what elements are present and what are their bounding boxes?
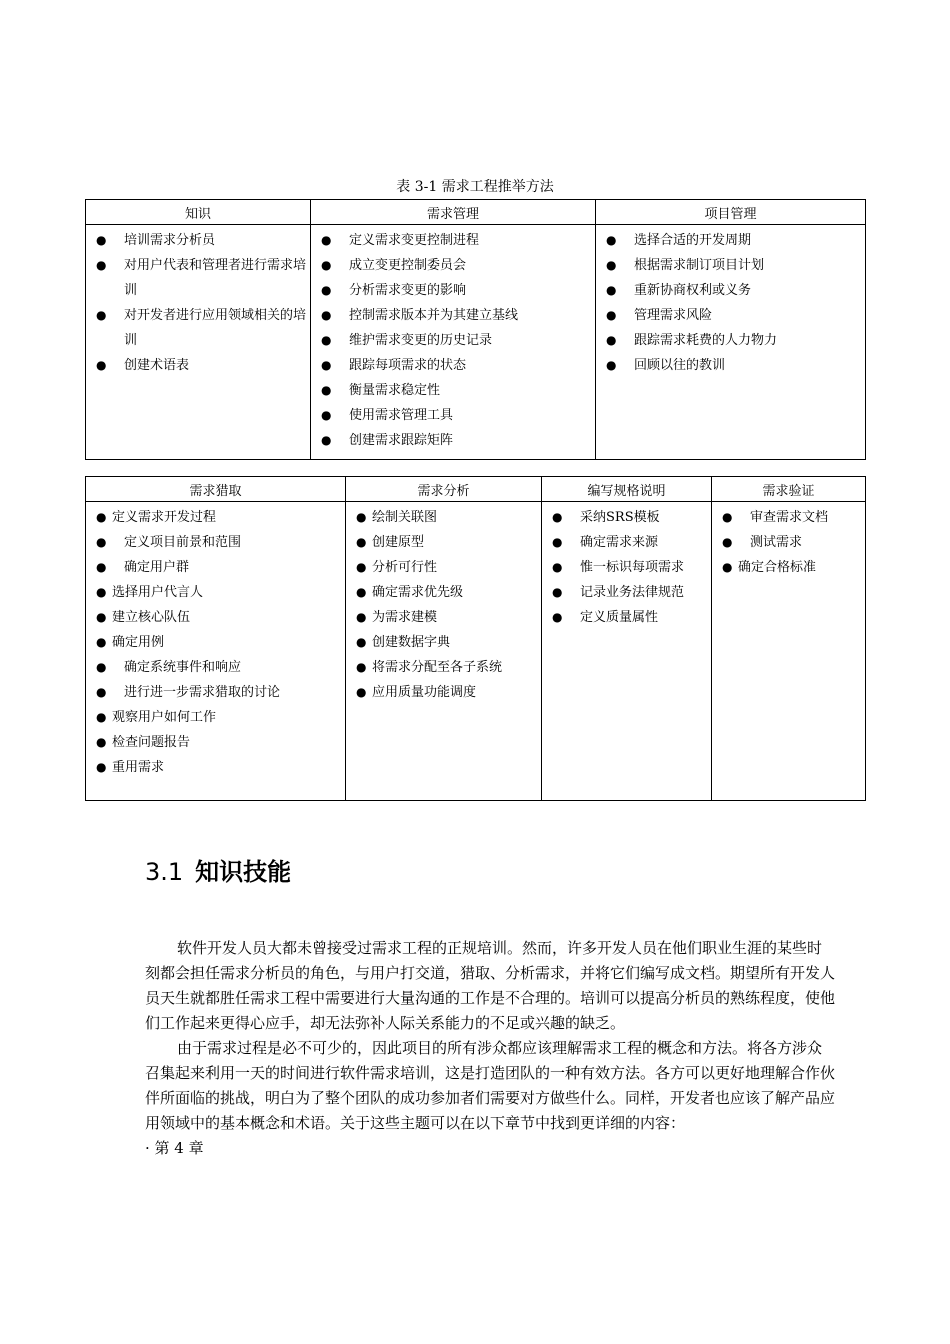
section-number: 3.1 [145, 858, 184, 886]
list-item: ● 检查问题报告 [90, 730, 341, 755]
list-item: ● 定义需求开发过程 [90, 505, 341, 530]
list-item: ● 选择合适的开发周期 [600, 228, 861, 253]
list-item: ● 为需求建模 [350, 605, 537, 630]
list-item: ● 根据需求制订项目计划 [600, 253, 861, 278]
list-item: ● 成立变更控制委员会 [315, 253, 591, 278]
table2-cell-elicitation [86, 502, 346, 801]
list-item: ● 记录业务法律规范 [546, 580, 707, 605]
list-item: ● 采纳SRS模板 [546, 505, 707, 530]
list-item: ● 确定用户群 [90, 555, 341, 580]
table1-cell-knowledge [86, 225, 311, 460]
table2-header-validation: 需求验证 [712, 477, 866, 502]
list-item: ● 测试需求 [716, 530, 861, 555]
project-management-list [600, 228, 861, 378]
list-item: ● 管理需求风险 [600, 303, 861, 328]
list-item: ● 分析需求变更的影响 [315, 278, 591, 303]
section-heading [145, 852, 291, 887]
methods-table-2 [85, 476, 866, 801]
list-item: ● 回顾以往的教训 [600, 353, 861, 378]
list-item: ● 对开发者进行应用领域相关的培训 [90, 303, 306, 353]
list-item: ● 衡量需求稳定性 [315, 378, 591, 403]
elicitation-list [90, 505, 341, 780]
list-item: ● 跟踪每项需求的状态 [315, 353, 591, 378]
table1-header-project-management: 项目管理 [596, 200, 866, 225]
table2-cell-specification [542, 502, 712, 801]
table2-header-elicitation: 需求猎取 [86, 477, 346, 502]
list-item: ● 创建需求跟踪矩阵 [315, 428, 591, 453]
table1-cell-req-management [311, 225, 596, 460]
list-item: ● 确定需求优先级 [350, 580, 537, 605]
list-item: ● 使用需求管理工具 [315, 403, 591, 428]
list-item: ● 跟踪需求耗费的人力物力 [600, 328, 861, 353]
methods-table-1 [85, 199, 866, 460]
validation-list [716, 505, 861, 580]
table-caption: 表 3-1 需求工程推举方法 [396, 179, 554, 195]
list-item: ● 定义质量属性 [546, 605, 707, 630]
table1-header-req-management: 需求管理 [311, 200, 596, 225]
list-item: ● 创建数据字典 [350, 630, 537, 655]
list-item: ● 创建原型 [350, 530, 537, 555]
body-text [145, 936, 835, 1161]
chapter-list-item: · 第 4 章 [145, 1139, 204, 1157]
paragraph: 软件开发人员大都未曾接受过需求工程的正规培训。然而，许多开发人员在他们职业生涯的某些时刻都会担任需求分析员的角色，与用户打交道，猎取、分析需求，并将它们编写成文档。期望所有开发人员天生就都胜任需求工程中需要进行大量沟通的工作是不合理的。培训可以提高分析员的熟练程度，使他们工作起来更得心应手，却无法弥补人际关系能力的不足或兴趣的缺乏。 [145, 939, 836, 1032]
table2-cell-validation [712, 502, 866, 801]
knowledge-list [90, 228, 306, 378]
list-item: ● 将需求分配至各子系统 [350, 655, 537, 680]
list-item: ● 建立核心队伍 [90, 605, 341, 630]
req-management-list [315, 228, 591, 453]
analysis-list [350, 505, 537, 705]
list-item: ● 定义项目前景和范围 [90, 530, 341, 555]
list-item: ● 重用需求 [90, 755, 341, 780]
list-item: ● 确定用例 [90, 630, 341, 655]
table1-header-knowledge: 知识 [86, 200, 311, 225]
list-item: ● 惟一标识每项需求 [546, 555, 707, 580]
list-item: ● 进行进一步需求猎取的讨论 [90, 680, 341, 705]
list-item: ● 对用户代表和管理者进行需求培训 [90, 253, 306, 303]
list-item: ● 确定需求来源 [546, 530, 707, 555]
list-item: ● 创建术语表 [90, 353, 306, 378]
list-item: ● 维护需求变更的历史记录 [315, 328, 591, 353]
list-item: ● 观察用户如何工作 [90, 705, 341, 730]
list-item: ● 重新协商权利或义务 [600, 278, 861, 303]
list-item: ● 定义需求变更控制进程 [315, 228, 591, 253]
list-item: ● 审查需求文档 [716, 505, 861, 530]
list-item: ● 培训需求分析员 [90, 228, 306, 253]
list-item: ● 选择用户代言人 [90, 580, 341, 605]
list-item: ● 确定合格标准 [716, 555, 861, 580]
specification-list [546, 505, 707, 630]
list-item: ● 绘制关联图 [350, 505, 537, 530]
list-item: ● 确定系统事件和响应 [90, 655, 341, 680]
paragraph: 由于需求过程是必不可少的，因此项目的所有涉众都应该理解需求工程的概念和方法。将各方涉众召集起来利用一天的时间进行软件需求培训，这是打造团队的一种有效方法。各方可以更好地理解合作伙伴所面临的挑战，明白为了整个团队的成功参加者们需要对方做些什么。同样，开发者也应该了解产品应用领域中的基本概念和术语。关于这些主题可以在以下章节中找到更详细的内容： [145, 1039, 836, 1132]
list-item: ● 分析可行性 [350, 555, 537, 580]
list-item: ● 控制需求版本并为其建立基线 [315, 303, 591, 328]
table2-cell-analysis [346, 502, 542, 801]
section-title: 知识技能 [195, 858, 292, 886]
table2-header-analysis: 需求分析 [346, 477, 542, 502]
table1-cell-project-management [596, 225, 866, 460]
table2-header-specification: 编写规格说明 [542, 477, 712, 502]
list-item: ● 应用质量功能调度 [350, 680, 537, 705]
